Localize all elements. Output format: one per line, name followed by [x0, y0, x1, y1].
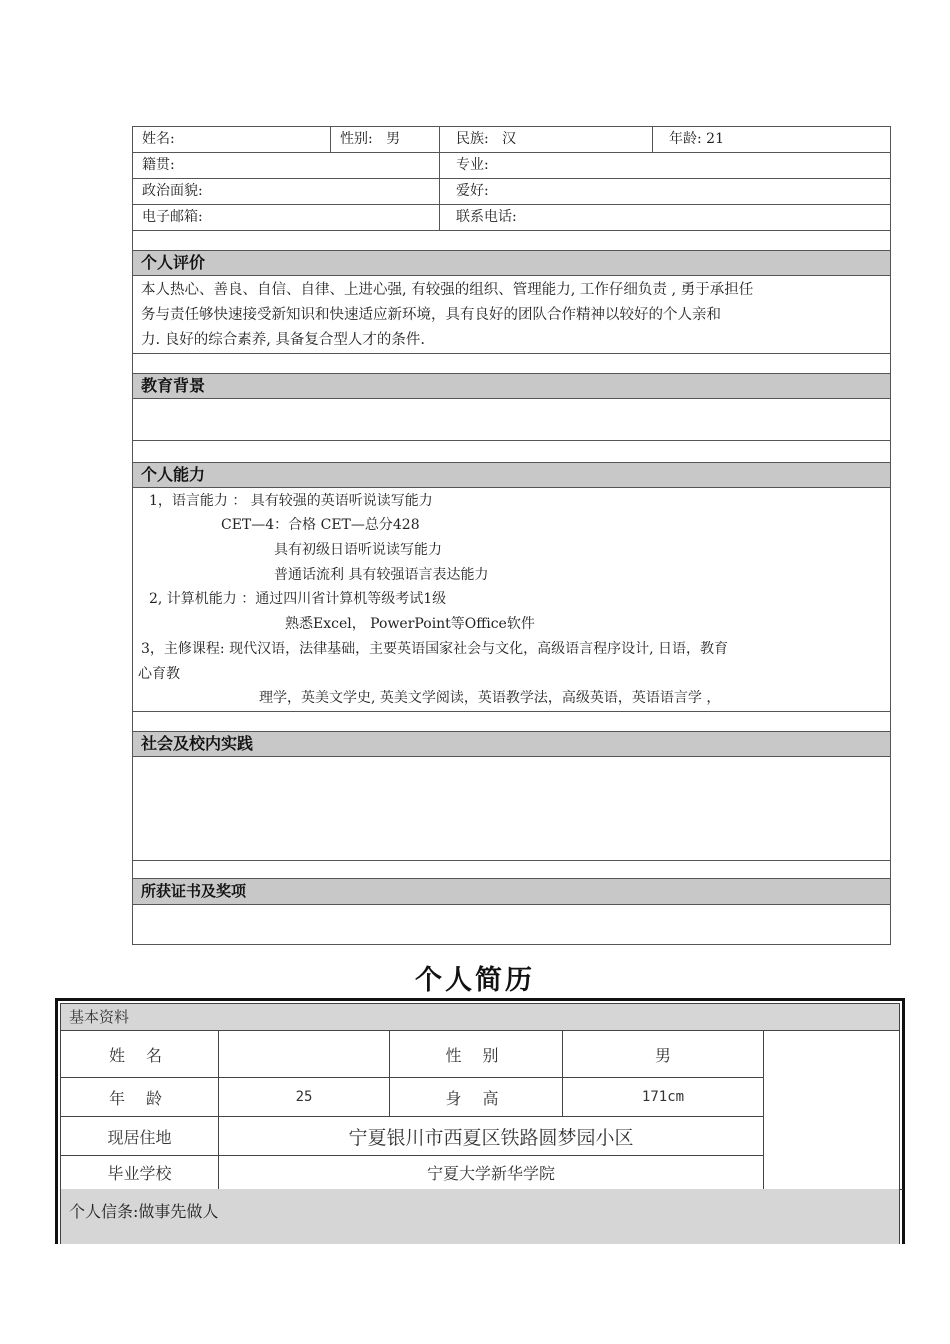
ability-line: 1，语言能力 ： 具有较强的英语听说读写能力 — [149, 493, 433, 509]
practice-body-row — [133, 757, 890, 861]
page-title: 个人简历 — [415, 965, 535, 996]
residence-label-cell — [61, 1117, 219, 1156]
height-value-cell — [563, 1078, 764, 1117]
native-place-cell — [133, 153, 440, 178]
gender-cell — [331, 127, 440, 152]
practice-heading: 社会及校内实践 — [133, 732, 890, 756]
ability-line: 3，主修课程: 现代汉语，法律基础，主要英语国家社会与文化，高级语言程序设计, 日语，教育 — [141, 641, 728, 657]
political-status-label: 政治面貌: — [142, 183, 203, 199]
name-label: 姓 名 — [108, 1045, 171, 1065]
gender-value: 男 — [654, 1045, 671, 1065]
gender-value-cell — [563, 1031, 764, 1078]
resume-form-1 — [132, 126, 891, 945]
evaluation-line: 本人热心、善良、自信、自律、上进心强, 有较强的组织、管理能力, 工作仔细负责 , 勇于承担任 — [141, 282, 754, 298]
height-value: 171cm — [641, 1089, 685, 1105]
basic-info-heading: 基本资料 — [61, 1004, 899, 1031]
ability-line: 心育教 — [138, 666, 180, 682]
ethnicity-value: 汉 — [502, 131, 517, 147]
basic-info-row-2 — [133, 153, 890, 179]
name-label: 姓名: — [142, 131, 175, 147]
name-label-cell — [61, 1031, 219, 1078]
resume-form-2 — [55, 998, 905, 1244]
ethnicity-cell — [440, 127, 653, 152]
school-value: 宁夏大学新华学院 — [426, 1164, 555, 1183]
motto-row: 个人信条:做事先做人 — [61, 1189, 899, 1244]
gender-label-cell — [390, 1031, 563, 1078]
awards-heading: 所获证书及奖项 — [133, 879, 890, 904]
height-label-cell — [390, 1078, 563, 1117]
evaluation-heading: 个人评价 — [133, 251, 890, 275]
evaluation-line: 务与责任够快速接受新知识和快速适应新环境，具有良好的团队合作精神以较好的个人亲和 — [141, 307, 721, 323]
school-value-cell — [219, 1156, 764, 1190]
age-value: 25 — [295, 1089, 313, 1105]
school-label-cell — [61, 1156, 219, 1190]
spacer-row — [133, 861, 890, 879]
phone-label: 联系电话: — [456, 209, 517, 225]
ability-line: 普通话流利 具有较强语言表达能力 — [274, 567, 489, 583]
age-value-cell — [219, 1078, 390, 1117]
ability-line: CET—4：合格 CET—总分428 — [221, 517, 420, 533]
school-label: 毕业学校 — [107, 1164, 172, 1183]
awards-body-row — [133, 905, 890, 944]
ability-line: 熟悉Excel， PowerPoint等Office软件 — [285, 616, 535, 632]
spacer-row — [133, 354, 890, 374]
native-place-label: 籍贯: — [142, 157, 175, 173]
age-value: 21 — [706, 131, 724, 147]
evaluation-body-row — [133, 276, 890, 354]
email-label: 电子邮箱: — [142, 209, 203, 225]
basic-info-row-3 — [133, 179, 890, 205]
gender-label: 性 别 — [445, 1045, 507, 1065]
education-heading-row — [133, 374, 890, 399]
age-cell — [653, 127, 890, 152]
gender-value: 男 — [386, 131, 401, 147]
ability-line: 具有初级日语听说读写能力 — [274, 542, 442, 558]
major-label: 专业: — [456, 157, 489, 173]
photo-cell — [764, 1031, 903, 1190]
basic-info-row-4 — [133, 205, 890, 231]
spacer-row — [133, 441, 890, 463]
height-label: 身 高 — [445, 1088, 507, 1108]
evaluation-heading-row — [133, 251, 890, 276]
evaluation-text — [133, 276, 890, 353]
major-cell — [440, 153, 890, 178]
practice-heading-row — [133, 732, 890, 757]
ethnicity-label: 民族: — [456, 131, 489, 147]
gender-label: 性别: — [340, 131, 373, 147]
ability-heading: 个人能力 — [133, 463, 890, 487]
age-label-cell — [61, 1078, 219, 1117]
spacer-row — [133, 231, 890, 251]
residence-label: 现居住地 — [107, 1127, 172, 1147]
age-label: 年龄: — [669, 131, 702, 147]
evaluation-line: 力. 良好的综合素养, 具备复合型人才的条件. — [141, 332, 426, 348]
education-heading: 教育背景 — [133, 374, 890, 398]
ability-body-row — [133, 488, 890, 712]
awards-heading-row — [133, 879, 890, 905]
name-cell — [133, 127, 331, 152]
resume-form-2-inner — [60, 1003, 900, 1244]
ability-line: 理学，英美文学史, 英美文学阅读，英语教学法，高级英语，英语语言学 ， — [259, 690, 721, 706]
political-status-cell — [133, 179, 440, 204]
hobby-cell — [440, 179, 890, 204]
education-body-row — [133, 399, 890, 441]
hobby-label: 爱好: — [456, 183, 489, 199]
ability-heading-row — [133, 463, 890, 488]
residence-value: 宁夏银川市西夏区铁路圆梦园小区 — [348, 1126, 634, 1149]
phone-cell — [440, 205, 890, 230]
name-value-cell — [219, 1031, 390, 1078]
spacer-row — [133, 712, 890, 732]
ability-line: 2, 计算机能力 ：通过四川省计算机等级考试1级 — [149, 591, 447, 607]
email-cell — [133, 205, 440, 230]
age-label: 年 龄 — [108, 1088, 171, 1108]
basic-info-row-1 — [133, 127, 890, 153]
residence-value-cell — [219, 1117, 764, 1156]
